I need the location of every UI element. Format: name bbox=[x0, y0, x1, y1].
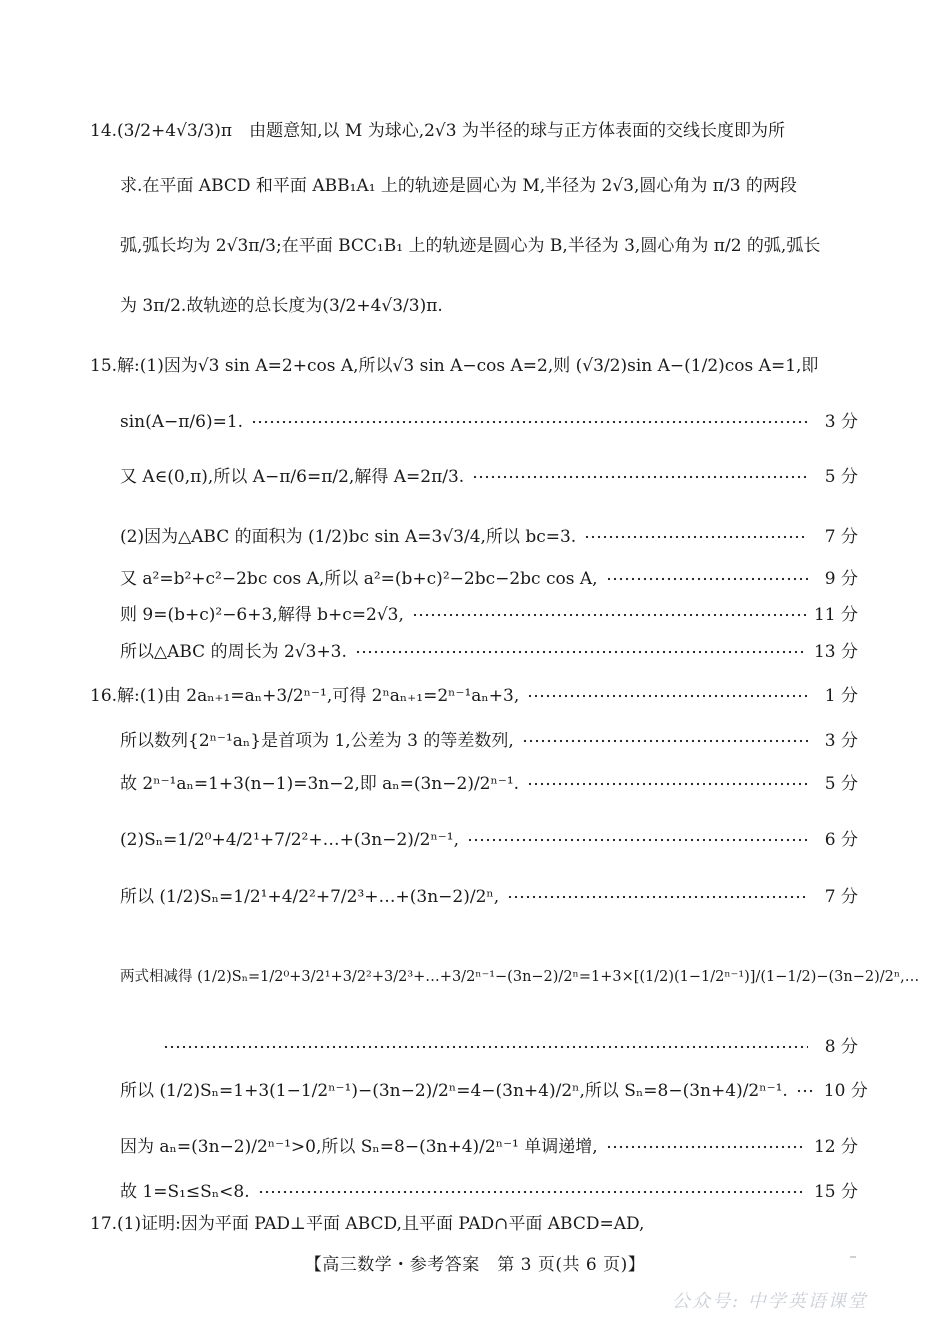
score-label: 5 分 bbox=[824, 774, 858, 794]
q15-line-2 bbox=[120, 410, 858, 434]
q14-line-4 bbox=[120, 294, 858, 318]
dot-leader bbox=[163, 1045, 808, 1049]
q16-line-7 bbox=[155, 1035, 858, 1059]
line-text: 所以△ABC 的周长为 2√3+3. bbox=[120, 642, 347, 662]
dot-leader bbox=[251, 420, 808, 424]
score-label: 11 分 bbox=[813, 605, 858, 625]
line-text: 16.解:(1)由 2aₙ₊₁=aₙ+3/2ⁿ⁻¹,可得 2ⁿaₙ₊₁=2ⁿ⁻¹aₙ+3, bbox=[90, 686, 520, 706]
line-text: 又 a²=b²+c²−2bc cos A,所以 a²=(b+c)²−2bc−2bc cos A, bbox=[120, 569, 598, 589]
q16-line-4 bbox=[120, 828, 858, 852]
page-footer: 【高三数学・参考答案 第 3 页(共 6 页)】 bbox=[304, 1255, 646, 1275]
q15-line-6 bbox=[120, 603, 858, 627]
line-text: 所以 (1/2)Sₙ=1+3(1−1/2ⁿ⁻¹)−(3n−2)/2ⁿ=4−(3n+4)/2ⁿ,所以 Sₙ=8−(3n+4)/2ⁿ⁻¹. bbox=[120, 1081, 788, 1101]
line-text: 14.(3/2+4√3/3)π 由题意知,以 M 为球心,2√3 为半径的球与正方体表面的交线长度即为所 bbox=[90, 121, 785, 141]
watermark-text: 公众号: 中学英语课堂 bbox=[672, 1291, 868, 1312]
score-label: 12 分 bbox=[813, 1137, 858, 1157]
dot-leader bbox=[606, 577, 808, 581]
line-text: 求.在平面 ABCD 和平面 ABB₁A₁ 上的轨迹是圆心为 M,半径为 2√3,圆心角为 π/3 的两段 bbox=[120, 176, 797, 196]
q15-line-3 bbox=[120, 465, 858, 489]
line-text: 所以数列{2ⁿ⁻¹aₙ}是首项为 1,公差为 3 的等差数列, bbox=[120, 731, 514, 751]
q16-line-9 bbox=[120, 1135, 858, 1159]
dot-leader bbox=[472, 475, 808, 479]
line-text: (2)Sₙ=1/2⁰+4/2¹+7/2²+…+(3n−2)/2ⁿ⁻¹, bbox=[120, 830, 460, 850]
dot-leader bbox=[796, 1089, 816, 1093]
q16-line-3 bbox=[120, 772, 858, 796]
dot-leader bbox=[527, 782, 808, 786]
line-text: 为 3π/2.故轨迹的总长度为(3/2+4√3/3)π. bbox=[120, 296, 443, 316]
dot-leader bbox=[355, 650, 806, 654]
line-text: 所以 (1/2)Sₙ=1/2¹+4/2²+7/2³+…+(3n−2)/2ⁿ, bbox=[120, 887, 500, 907]
line-text: 则 9=(b+c)²−6+3,解得 b+c=2√3, bbox=[120, 605, 404, 625]
dot-leader bbox=[527, 694, 808, 698]
q14-line-1 bbox=[90, 119, 858, 143]
score-label: 7 分 bbox=[824, 527, 858, 547]
q14-line-3 bbox=[120, 234, 858, 258]
dot-leader bbox=[507, 895, 808, 899]
q15-line-5 bbox=[120, 567, 858, 591]
score-label: 6 分 bbox=[824, 830, 858, 850]
q16-line-10 bbox=[120, 1180, 858, 1204]
score-label: 15 分 bbox=[813, 1182, 858, 1202]
dot-leader bbox=[258, 1190, 806, 1194]
line-text: 因为 aₙ=(3n−2)/2ⁿ⁻¹>0,所以 Sₙ=8−(3n+4)/2ⁿ⁻¹ 单调递增, bbox=[120, 1137, 598, 1157]
line-text: (2)因为△ABC 的面积为 (1/2)bc sin A=3√3/4,所以 bc=3. bbox=[120, 527, 577, 547]
q17-line-1 bbox=[90, 1212, 858, 1236]
score-label: 1 分 bbox=[824, 686, 858, 706]
dot-leader bbox=[522, 739, 808, 743]
dot-leader bbox=[412, 613, 806, 617]
line-text: 又 A∈(0,π),所以 A−π/6=π/2,解得 A=2π/3. bbox=[120, 467, 465, 487]
q16-line-6 bbox=[120, 965, 920, 989]
score-label: 8 分 bbox=[824, 1037, 858, 1057]
line-text: 故 1=S₁≤Sₙ<8. bbox=[120, 1182, 250, 1202]
dot-leader bbox=[467, 838, 808, 842]
line-text: sin(A−π/6)=1. bbox=[120, 412, 244, 432]
q15-line-1 bbox=[90, 354, 858, 378]
dot-leader bbox=[606, 1145, 806, 1149]
score-label: 7 分 bbox=[824, 887, 858, 907]
score-label: 3 分 bbox=[824, 731, 858, 751]
q15-line-7 bbox=[120, 640, 858, 664]
score-label: 9 分 bbox=[824, 569, 858, 589]
score-label: 13 分 bbox=[813, 642, 858, 662]
q15-line-4 bbox=[120, 525, 858, 549]
q16-line-8 bbox=[120, 1079, 868, 1103]
score-label: 5 分 bbox=[824, 467, 858, 487]
score-label: 3 分 bbox=[824, 412, 858, 432]
line-text: 两式相减得 (1/2)Sₙ=1/2⁰+3/2¹+3/2²+3/2³+…+3/2ⁿ⁻¹−(3n−2)/2ⁿ=1+3×[(1/2)(1−1/2ⁿ⁻¹)]/(1−1/2)−(3n−2)/2ⁿ,… bbox=[120, 969, 920, 985]
line-text: 15.解:(1)因为√3 sin A=2+cos A,所以√3 sin A−cos A=2,则 (√3/2)sin A−(1/2)cos A=1,即 bbox=[90, 356, 819, 376]
scan-mark bbox=[850, 1256, 856, 1258]
dot-leader bbox=[584, 535, 808, 539]
q16-line-5 bbox=[120, 885, 858, 909]
line-text: 故 2ⁿ⁻¹aₙ=1+3(n−1)=3n−2,即 aₙ=(3n−2)/2ⁿ⁻¹. bbox=[120, 774, 520, 794]
q14-line-2 bbox=[120, 174, 858, 198]
line-text: 17.(1)证明:因为平面 PAD⊥平面 ABCD,且平面 PAD∩平面 ABCD=AD, bbox=[90, 1214, 645, 1234]
q16-line-1 bbox=[90, 684, 858, 708]
score-label: 10 分 bbox=[823, 1081, 868, 1101]
line-text: 弧,弧长均为 2√3π/3;在平面 BCC₁B₁ 上的轨迹是圆心为 B,半径为 3,圆心角为 π/2 的弧,弧长 bbox=[120, 236, 821, 256]
q16-line-2 bbox=[120, 729, 858, 753]
